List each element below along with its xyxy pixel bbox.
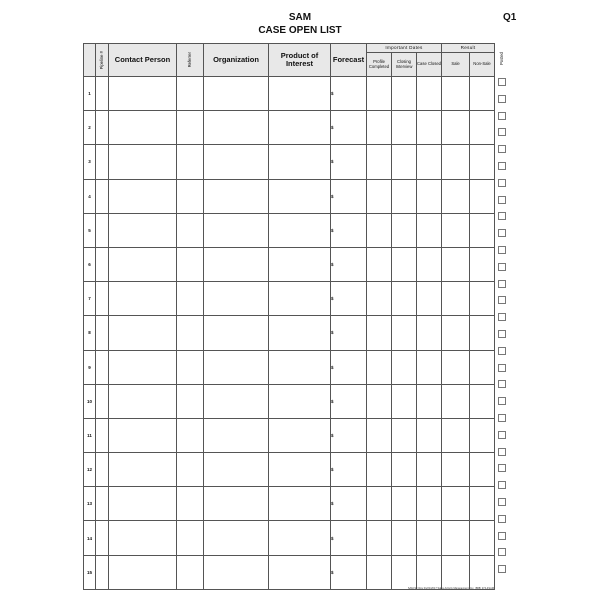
entry-cell[interactable]: [470, 487, 495, 521]
entry-cell[interactable]: [470, 213, 495, 247]
entry-cell[interactable]: [442, 316, 470, 350]
posted-checkbox[interactable]: [498, 95, 506, 103]
entry-cell[interactable]: [470, 111, 495, 145]
forecast-cell[interactable]: $: [331, 521, 367, 555]
entry-cell[interactable]: [96, 453, 109, 487]
entry-cell[interactable]: [417, 418, 442, 452]
posted-checkbox[interactable]: [498, 548, 506, 556]
entry-cell[interactable]: [96, 111, 109, 145]
entry-cell[interactable]: [109, 316, 177, 350]
row-number: 15: [84, 555, 96, 589]
entry-cell[interactable]: [204, 145, 269, 179]
posted-checkbox[interactable]: [498, 313, 506, 321]
non-sale-header: Non-Sale: [470, 53, 495, 77]
entry-cell[interactable]: [177, 213, 204, 247]
entry-cell[interactable]: [392, 179, 417, 213]
entry-cell[interactable]: [96, 316, 109, 350]
row-number: 7: [84, 282, 96, 316]
entry-cell[interactable]: [177, 384, 204, 418]
table-row: [84, 77, 495, 111]
table-row: [84, 111, 495, 145]
product-of-interest-header: Product of Interest: [269, 44, 331, 77]
posted-checkbox[interactable]: [498, 431, 506, 439]
posted-checkbox[interactable]: [498, 162, 506, 170]
entry-cell[interactable]: [204, 487, 269, 521]
entry-cell[interactable]: [177, 487, 204, 521]
entry-cell[interactable]: [96, 77, 109, 111]
entry-cell[interactable]: [109, 282, 177, 316]
entry-cell[interactable]: [269, 350, 331, 384]
forecast-cell[interactable]: $: [331, 213, 367, 247]
entry-cell[interactable]: [367, 453, 392, 487]
entry-cell[interactable]: [269, 282, 331, 316]
entry-cell[interactable]: [177, 145, 204, 179]
table-row: [84, 350, 495, 384]
entry-cell[interactable]: [177, 247, 204, 281]
entry-cell[interactable]: [392, 111, 417, 145]
table-row: [84, 487, 495, 521]
entry-cell[interactable]: [204, 418, 269, 452]
entry-cell[interactable]: [204, 111, 269, 145]
entry-cell[interactable]: [109, 247, 177, 281]
entry-cell[interactable]: [392, 247, 417, 281]
forecast-cell[interactable]: $: [331, 453, 367, 487]
entry-cell[interactable]: [177, 453, 204, 487]
entry-cell[interactable]: [470, 350, 495, 384]
entry-cell[interactable]: [269, 111, 331, 145]
form-footer: SAM-SF Rev 01/21/2017 Sales Activity Management, Inc. (888) 274-4SAM: [407, 587, 494, 590]
table-row: [84, 384, 495, 418]
entry-cell[interactable]: [177, 179, 204, 213]
referrer-header: Referrer: [177, 44, 204, 77]
entry-cell[interactable]: [109, 521, 177, 555]
table-row: [84, 555, 495, 589]
posted-checkbox[interactable]: [498, 481, 506, 489]
row-number: 1: [84, 77, 96, 111]
entry-cell[interactable]: [470, 453, 495, 487]
entry-cell[interactable]: [177, 111, 204, 145]
entry-cell[interactable]: [442, 282, 470, 316]
entry-cell[interactable]: [417, 111, 442, 145]
entry-cell[interactable]: [109, 213, 177, 247]
profile-completed-header: Profile Completed: [367, 53, 392, 77]
closing-interview-header: Closing Interview: [392, 53, 417, 77]
entry-cell[interactable]: [417, 487, 442, 521]
entry-cell[interactable]: [470, 555, 495, 589]
entry-cell[interactable]: [96, 487, 109, 521]
forecast-cell[interactable]: $: [331, 77, 367, 111]
contact-person-header: Contact Person: [109, 44, 177, 77]
posted-header: Posted: [498, 52, 504, 66]
entry-cell[interactable]: [470, 247, 495, 281]
entry-cell[interactable]: [417, 179, 442, 213]
entry-cell[interactable]: [470, 418, 495, 452]
entry-cell[interactable]: [470, 316, 495, 350]
entry-cell[interactable]: [204, 282, 269, 316]
entry-cell[interactable]: [269, 453, 331, 487]
entry-cell[interactable]: [392, 521, 417, 555]
entry-cell[interactable]: [442, 179, 470, 213]
forecast-cell[interactable]: $: [331, 487, 367, 521]
entry-cell[interactable]: [96, 350, 109, 384]
entry-cell[interactable]: [177, 350, 204, 384]
entry-cell[interactable]: [367, 179, 392, 213]
entry-cell[interactable]: [109, 350, 177, 384]
entry-cell[interactable]: [392, 555, 417, 589]
posted-checkbox[interactable]: [498, 380, 506, 388]
entry-cell[interactable]: [417, 453, 442, 487]
row-number: 13: [84, 487, 96, 521]
entry-cell[interactable]: [367, 145, 392, 179]
entry-cell[interactable]: [96, 247, 109, 281]
entry-cell[interactable]: [442, 111, 470, 145]
forecast-cell[interactable]: $: [331, 145, 367, 179]
entry-cell[interactable]: [269, 145, 331, 179]
entry-cell[interactable]: [442, 384, 470, 418]
entry-cell[interactable]: [392, 487, 417, 521]
entry-cell[interactable]: [417, 384, 442, 418]
entry-cell[interactable]: [177, 282, 204, 316]
entry-cell[interactable]: [177, 77, 204, 111]
entry-cell[interactable]: [109, 384, 177, 418]
entry-cell[interactable]: [442, 555, 470, 589]
forecast-cell[interactable]: $: [331, 111, 367, 145]
posted-checkbox[interactable]: [498, 414, 506, 422]
table-row: [84, 418, 495, 452]
entry-cell[interactable]: [470, 521, 495, 555]
entry-cell[interactable]: [470, 384, 495, 418]
forecast-cell[interactable]: $: [331, 350, 367, 384]
table-row: [84, 179, 495, 213]
entry-cell[interactable]: [470, 282, 495, 316]
row-number: 12: [84, 453, 96, 487]
entry-cell[interactable]: [109, 145, 177, 179]
row-number: 5: [84, 213, 96, 247]
entry-cell[interactable]: [269, 77, 331, 111]
entry-cell[interactable]: [442, 145, 470, 179]
entry-cell[interactable]: [470, 145, 495, 179]
posted-checkbox[interactable]: [498, 229, 506, 237]
entry-cell[interactable]: [109, 555, 177, 589]
posted-checkbox[interactable]: [498, 196, 506, 204]
table-row: [84, 213, 495, 247]
entry-cell[interactable]: [392, 316, 417, 350]
posted-checkbox[interactable]: [498, 347, 506, 355]
entry-cell[interactable]: [204, 521, 269, 555]
important-dates-header: Important Dates: [367, 44, 442, 53]
entry-cell[interactable]: [442, 213, 470, 247]
posted-checkbox[interactable]: [498, 397, 506, 405]
entry-cell[interactable]: [392, 213, 417, 247]
entry-cell[interactable]: [367, 282, 392, 316]
table-row: [84, 247, 495, 281]
entry-cell[interactable]: [367, 487, 392, 521]
entry-cell[interactable]: [269, 487, 331, 521]
entry-cell[interactable]: [470, 77, 495, 111]
entry-cell[interactable]: [177, 316, 204, 350]
entry-cell[interactable]: [392, 453, 417, 487]
entry-cell[interactable]: [109, 453, 177, 487]
case-rows: [84, 77, 495, 590]
entry-cell[interactable]: [367, 247, 392, 281]
row-number: 6: [84, 247, 96, 281]
entry-cell[interactable]: [417, 213, 442, 247]
entry-cell[interactable]: [392, 384, 417, 418]
entry-cell[interactable]: [417, 316, 442, 350]
entry-cell[interactable]: [392, 282, 417, 316]
posted-checkbox[interactable]: [498, 263, 506, 271]
entry-cell[interactable]: [109, 77, 177, 111]
entry-cell[interactable]: [109, 179, 177, 213]
forecast-cell[interactable]: $: [331, 179, 367, 213]
posted-checkbox[interactable]: [498, 179, 506, 187]
entry-cell[interactable]: [417, 521, 442, 555]
row-number: 3: [84, 145, 96, 179]
entry-cell[interactable]: [417, 555, 442, 589]
table-row: [84, 282, 495, 316]
entry-cell[interactable]: [269, 555, 331, 589]
pipeline-header: Pipeline #: [96, 44, 109, 77]
entry-cell[interactable]: [367, 316, 392, 350]
entry-cell[interactable]: [269, 418, 331, 452]
posted-checkbox[interactable]: [498, 296, 506, 304]
entry-cell[interactable]: [204, 350, 269, 384]
form-code: Q1: [503, 12, 517, 23]
entry-cell[interactable]: [204, 213, 269, 247]
row-number-header: [84, 44, 96, 77]
entry-cell[interactable]: [96, 418, 109, 452]
entry-cell[interactable]: [470, 179, 495, 213]
row-number: 11: [84, 418, 96, 452]
entry-cell[interactable]: [417, 77, 442, 111]
entry-cell[interactable]: [367, 384, 392, 418]
entry-cell[interactable]: [96, 179, 109, 213]
entry-cell[interactable]: [269, 213, 331, 247]
entry-cell[interactable]: [177, 521, 204, 555]
entry-cell[interactable]: [204, 555, 269, 589]
posted-checkbox[interactable]: [498, 448, 506, 456]
entry-cell[interactable]: [442, 487, 470, 521]
entry-cell[interactable]: [367, 350, 392, 384]
posted-checkbox[interactable]: [498, 246, 506, 254]
entry-cell[interactable]: [392, 418, 417, 452]
entry-cell[interactable]: [417, 350, 442, 384]
entry-cell[interactable]: [109, 111, 177, 145]
forecast-cell[interactable]: $: [331, 555, 367, 589]
entry-cell[interactable]: [204, 384, 269, 418]
posted-checkbox[interactable]: [498, 464, 506, 472]
table-row: [84, 453, 495, 487]
entry-cell[interactable]: [109, 418, 177, 452]
posted-checkbox[interactable]: [498, 498, 506, 506]
entry-cell[interactable]: [417, 282, 442, 316]
row-number: 9: [84, 350, 96, 384]
posted-checkbox[interactable]: [498, 212, 506, 220]
entry-cell[interactable]: [96, 282, 109, 316]
row-number: 14: [84, 521, 96, 555]
posted-checkbox[interactable]: [498, 515, 506, 523]
posted-checkbox[interactable]: [498, 128, 506, 136]
entry-cell[interactable]: [417, 145, 442, 179]
posted-checkbox[interactable]: [498, 330, 506, 338]
entry-cell[interactable]: [269, 521, 331, 555]
entry-cell[interactable]: [204, 247, 269, 281]
posted-checkbox[interactable]: [498, 78, 506, 86]
entry-cell[interactable]: [269, 179, 331, 213]
entry-cell[interactable]: [367, 555, 392, 589]
entry-cell[interactable]: [96, 213, 109, 247]
forecast-cell[interactable]: $: [331, 418, 367, 452]
table-row: [84, 316, 495, 350]
entry-cell[interactable]: [204, 316, 269, 350]
forecast-cell[interactable]: $: [331, 282, 367, 316]
entry-cell[interactable]: [109, 487, 177, 521]
entry-cell[interactable]: [96, 145, 109, 179]
posted-checkbox[interactable]: [498, 145, 506, 153]
posted-checkbox[interactable]: [498, 565, 506, 573]
row-number: 10: [84, 384, 96, 418]
entry-cell[interactable]: [367, 521, 392, 555]
posted-checkbox[interactable]: [498, 280, 506, 288]
entry-cell[interactable]: [392, 145, 417, 179]
forecast-cell[interactable]: $: [331, 384, 367, 418]
case-closed-header: Case Closed: [417, 53, 442, 77]
entry-cell[interactable]: [204, 179, 269, 213]
forecast-header: Forecast: [331, 44, 367, 77]
page-subtitle: CASE OPEN LIST: [258, 25, 342, 36]
entry-cell[interactable]: [204, 453, 269, 487]
posted-checkbox[interactable]: [498, 112, 506, 120]
sale-header: Sale: [442, 53, 470, 77]
entry-cell[interactable]: [96, 555, 109, 589]
entry-cell[interactable]: [367, 77, 392, 111]
forecast-cell[interactable]: $: [331, 316, 367, 350]
entry-cell[interactable]: [392, 350, 417, 384]
entry-cell[interactable]: [96, 384, 109, 418]
row-number: 8: [84, 316, 96, 350]
table-row: [84, 145, 495, 179]
entry-cell[interactable]: [442, 453, 470, 487]
entry-cell[interactable]: [96, 521, 109, 555]
result-header: Result: [442, 44, 495, 53]
row-number: 2: [84, 111, 96, 145]
entry-cell[interactable]: [204, 77, 269, 111]
entry-cell[interactable]: [177, 418, 204, 452]
entry-cell[interactable]: [367, 111, 392, 145]
table-row: [84, 521, 495, 555]
posted-checkbox[interactable]: [498, 364, 506, 372]
entry-cell[interactable]: [367, 213, 392, 247]
entry-cell[interactable]: [442, 418, 470, 452]
entry-cell[interactable]: [442, 521, 470, 555]
page-title: SAM: [288, 12, 312, 23]
case-open-table: [83, 43, 495, 590]
entry-cell[interactable]: [177, 555, 204, 589]
forecast-cell[interactable]: $: [331, 247, 367, 281]
entry-cell[interactable]: [417, 247, 442, 281]
entry-cell[interactable]: [392, 77, 417, 111]
entry-cell[interactable]: [269, 247, 331, 281]
organization-header: Organization: [204, 44, 269, 77]
row-number: 4: [84, 179, 96, 213]
entry-cell[interactable]: [442, 350, 470, 384]
entry-cell[interactable]: [269, 384, 331, 418]
posted-checkbox[interactable]: [498, 532, 506, 540]
entry-cell[interactable]: [269, 316, 331, 350]
entry-cell[interactable]: [442, 77, 470, 111]
entry-cell[interactable]: [367, 418, 392, 452]
entry-cell[interactable]: [442, 247, 470, 281]
